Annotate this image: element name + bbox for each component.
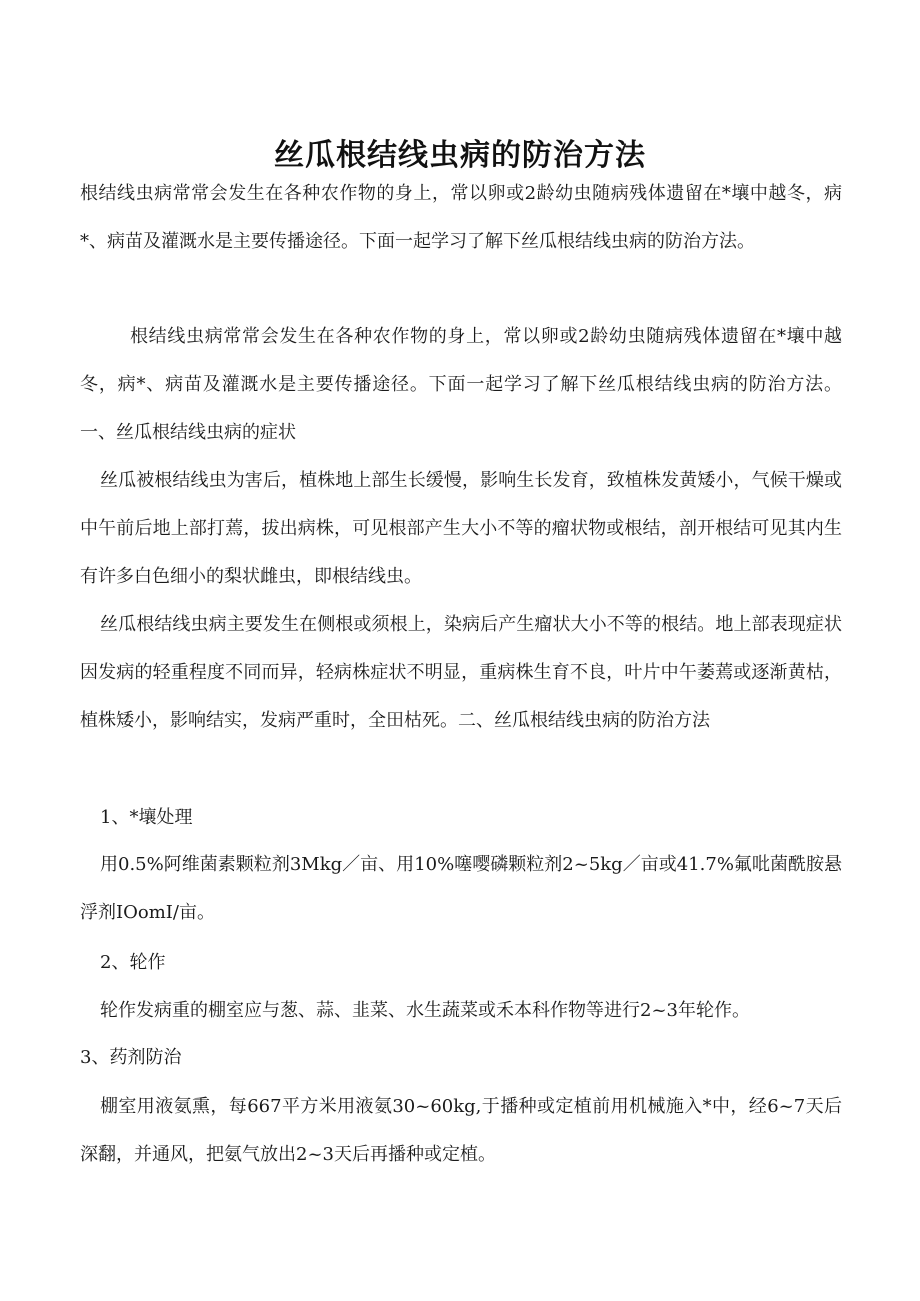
symptom-paragraph-2: 丝瓜根结线虫病主要发生在侧根或须根上，染病后产生瘤状大小不等的根结。地上部表现症状因发病的轻重程度不同而异，轻病株症状不明显，重病株生育不良，叶片中午萎蔫或逐渐黄枯，植株矮小，影响结实，发病严重时，全田枯死。二、丝瓜根结线虫病的防治方法 [80, 614, 842, 731]
soil-treatment-heading: 1、*壤处理 [100, 807, 193, 828]
chemical-control-paragraph: 棚室用液氨熏，每667平方米用液氨30~60kg,于播种或定植前用机械施入*中，经6~7天后深翻，并通风，把氨气放出2~3天后再播种或定植。 [80, 1096, 842, 1165]
chemical-control-heading: 3、药剂防治 [80, 1047, 182, 1068]
rotation-paragraph: 轮作发病重的棚室应与葱、蒜、韭菜、水生蔬菜或禾本科作物等进行2~3年轮作。 [100, 1000, 750, 1021]
intro-repeat-paragraph: 根结线虫病常常会发生在各种农作物的身上，常以卵或2龄幼虫随病残体遗留在*壤中越冬，病*、病苗及灌溉水是主要传播途径。下面一起学习了解下丝瓜根结线虫病的防治方法。一、丝瓜根结线虫病的症状 [80, 326, 842, 443]
document-title: 丝瓜根结线虫病的防治方法 [274, 138, 646, 174]
intro-paragraph: 根结线虫病常常会发生在各种农作物的身上，常以卵或2龄幼虫随病残体遗留在*壤中越冬，病*、病苗及灌溉水是主要传播途径。下面一起学习了解下丝瓜根结线虫病的防治方法。 [80, 183, 842, 252]
symptom-paragraph-1: 丝瓜被根结线虫为害后，植株地上部生长缓慢，影响生长发育，致植株发黄矮小，气候干燥或中午前后地上部打蔫，拔出病株，可见根部产生大小不等的瘤状物或根结，剖开根结可见其内生有许多白色细小的梨状雌虫，即根结线虫。 [80, 470, 842, 587]
rotation-heading: 2、轮作 [100, 952, 166, 973]
soil-treatment-paragraph: 用0.5%阿维菌素颗粒剂3Mkg／亩、用10%噻嘤磷颗粒剂2~5kg／亩或41.7%氟吡菌酰胺悬浮剂IOomI/亩。 [80, 854, 842, 923]
